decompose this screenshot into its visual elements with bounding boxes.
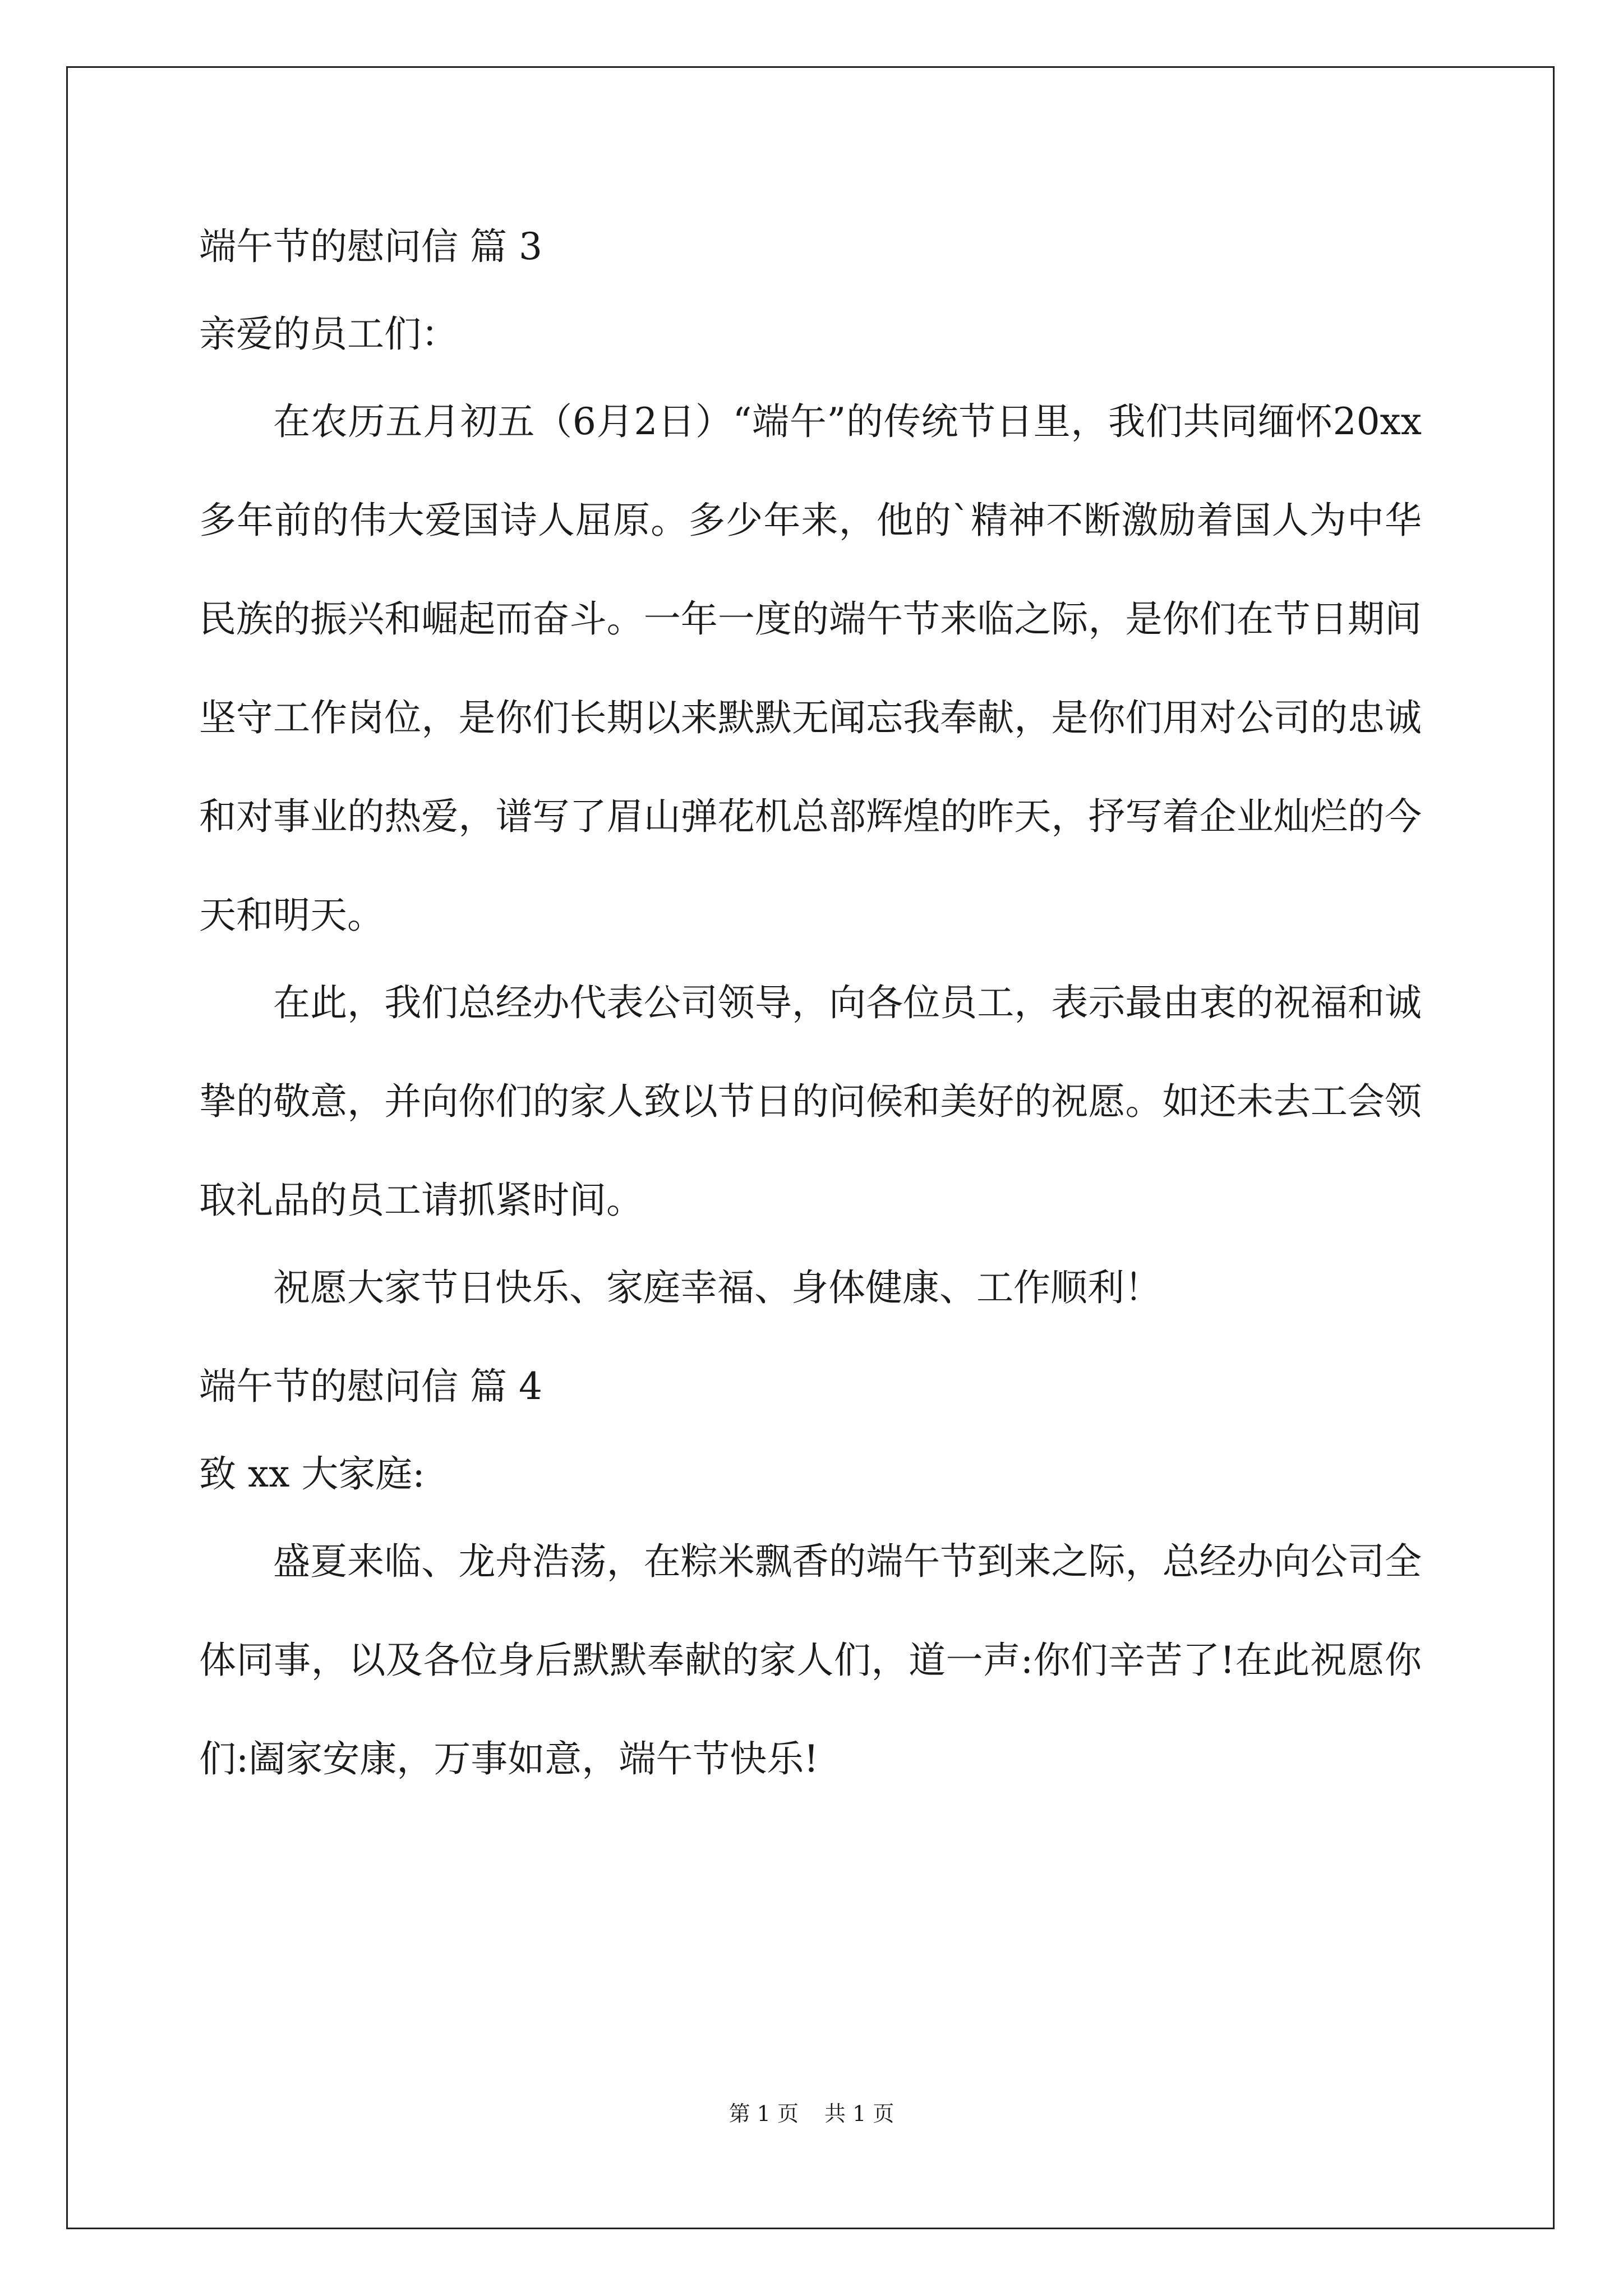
page-total: 共 1 页	[824, 2101, 895, 2126]
paragraph: 在此，我们总经办代表公司领导，向各位员工，表示最由衷的祝福和诚挚的敬意，并向你们的家人致以节日的问候和美好的祝愿。如还未去工会领取礼品的员工请抓紧时间。	[199, 981, 1422, 1222]
section-heading: 端午节的慰问信 篇 4	[199, 1365, 542, 1408]
section-heading: 端午节的慰问信 篇 3	[199, 225, 542, 268]
paragraph: 在农历五月初五（6月2日）“端午”的传统节日里，我们共同缅怀20xx多年前的伟大爱国诗人屈原。多少年来，他的`精神不断激励着国人为中华民族的振兴和崛起而奋斗。一年一度的端午节来临之际，是你们在节日期间坚守工作岗位，是你们长期以来默默无闻忘我奉献，是你们用对公司的忠诚和对事业的热爱，谱写了眉山弹花机总部辉煌的昨天，抒写着企业灿烂的今天和明天。	[199, 400, 1422, 937]
document-body	[199, 219, 1422, 1819]
paragraph: 祝愿大家节日快乐、家庭幸福、身体健康、工作顺利！	[273, 1266, 1161, 1309]
paragraph: 盛夏来临、龙舟浩荡，在粽米飘香的端午节到来之际，总经办向公司全体同事，以及各位身后默默奉献的家人们，道一声:你们辛苦了!在此祝愿你们:阖家安康，万事如意，端午节快乐!	[199, 1540, 1422, 1780]
page-footer	[0, 2100, 1623, 2128]
salutation: 亲爱的员工们：	[199, 312, 458, 356]
page-number: 第 1 页	[728, 2101, 799, 2126]
salutation: 致 xx 大家庭:	[199, 1452, 425, 1496]
